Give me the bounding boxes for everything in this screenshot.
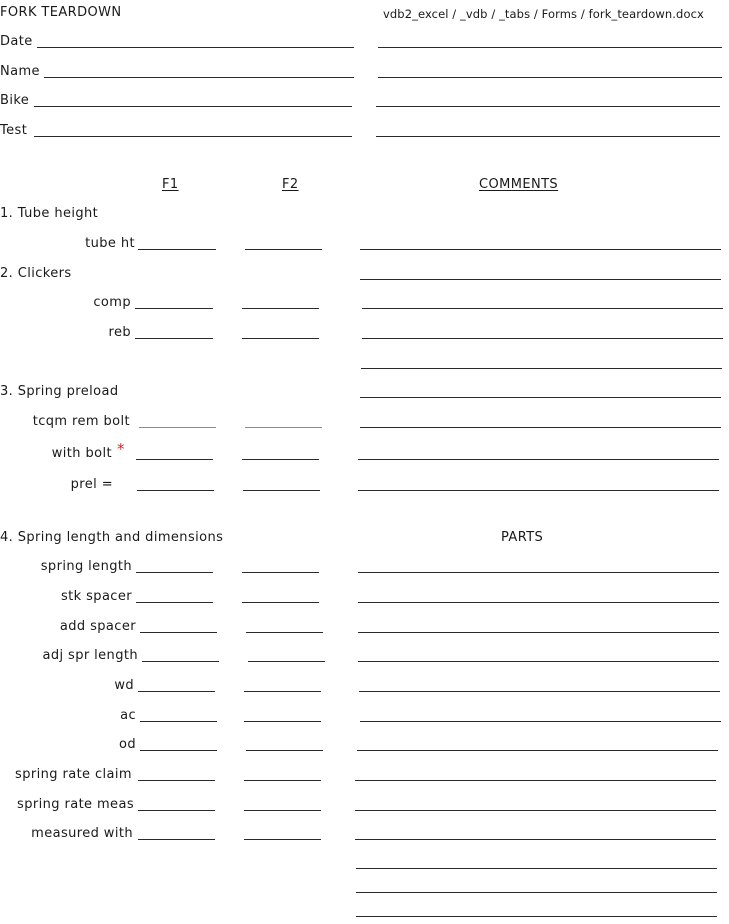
test-label: Test <box>0 123 28 138</box>
parts-line[interactable] <box>356 892 717 893</box>
parts-line[interactable] <box>360 721 721 722</box>
f2-header: F2 <box>282 177 299 192</box>
date-label: Date <box>0 34 33 49</box>
spring-rate-claim-label: spring rate claim <box>15 767 132 782</box>
comp-f1-field[interactable] <box>135 308 213 309</box>
comment-line[interactable] <box>360 249 721 250</box>
date-extra-field[interactable] <box>378 47 722 48</box>
tube-ht-f1-field[interactable] <box>138 249 216 250</box>
ac-label: ac <box>120 708 136 723</box>
od-f2-field[interactable] <box>246 750 323 751</box>
comment-line[interactable] <box>358 490 719 491</box>
parts-line[interactable] <box>355 810 716 811</box>
spring-rate-claim-f1-field[interactable] <box>138 780 215 781</box>
spring-length-f1-field[interactable] <box>136 572 213 573</box>
bike-extra-field[interactable] <box>376 106 720 107</box>
adj-spr-length-f1-field[interactable] <box>142 661 219 662</box>
od-f1-field[interactable] <box>140 750 217 751</box>
bike-field[interactable] <box>34 106 352 107</box>
prel-f2-field[interactable] <box>243 490 320 491</box>
test-extra-field[interactable] <box>376 136 720 137</box>
add-spacer-f2-field[interactable] <box>246 632 323 633</box>
with-bolt-f1-field[interactable] <box>136 459 213 460</box>
reb-f1-field[interactable] <box>135 338 213 339</box>
tcqm-rem-bolt-label: tcqm rem bolt <box>32 414 130 429</box>
name-field[interactable] <box>44 77 354 78</box>
reb-label: reb <box>108 325 131 340</box>
measured-with-f2-field[interactable] <box>244 839 321 840</box>
tcqm-rem-bolt-f2-field[interactable] <box>245 427 322 428</box>
comment-line[interactable] <box>362 308 723 309</box>
spring-rate-meas-label: spring rate meas <box>17 797 134 812</box>
comments-header: COMMENTS <box>479 177 559 192</box>
test-field[interactable] <box>34 136 352 137</box>
spring-rate-claim-f2-field[interactable] <box>244 780 321 781</box>
add-spacer-f1-field[interactable] <box>140 632 217 633</box>
stk-spacer-f2-field[interactable] <box>242 602 319 603</box>
comp-label: comp <box>93 295 131 310</box>
section-spring-length: 4. Spring length and dimensions <box>0 530 224 545</box>
add-spacer-label: add spacer <box>59 619 136 634</box>
parts-line[interactable] <box>358 602 719 603</box>
spring-length-f2-field[interactable] <box>242 572 319 573</box>
parts-line[interactable] <box>355 780 716 781</box>
section-tube-height: 1. Tube height <box>0 206 99 221</box>
section-clickers: 2. Clickers <box>0 266 72 281</box>
comment-line[interactable] <box>360 427 721 428</box>
spring-rate-meas-f1-field[interactable] <box>138 810 215 811</box>
parts-header: PARTS <box>501 530 544 545</box>
spring-length-label: spring length <box>40 559 132 574</box>
stk-spacer-f1-field[interactable] <box>136 602 213 603</box>
parts-line[interactable] <box>358 661 719 662</box>
wd-label: wd <box>114 678 134 693</box>
with-bolt-f2-field[interactable] <box>242 459 319 460</box>
parts-line[interactable] <box>358 632 719 633</box>
section-spring-preload: 3. Spring preload <box>0 384 119 399</box>
with-bolt-label: with bolt <box>51 446 112 461</box>
comment-line[interactable] <box>360 279 721 280</box>
ac-f1-field[interactable] <box>140 721 217 722</box>
wd-f2-field[interactable] <box>244 691 321 692</box>
reb-f2-field[interactable] <box>242 338 319 339</box>
prel-label: prel = <box>70 477 113 492</box>
measured-with-f1-field[interactable] <box>138 839 215 840</box>
parts-line[interactable] <box>358 572 719 573</box>
parts-line[interactable] <box>359 691 720 692</box>
comment-line[interactable] <box>360 397 721 398</box>
spring-rate-meas-f2-field[interactable] <box>244 810 321 811</box>
tube-ht-label: tube ht <box>85 236 135 251</box>
parts-line[interactable] <box>357 750 718 751</box>
parts-line[interactable] <box>355 839 716 840</box>
comment-line[interactable] <box>358 459 719 460</box>
measured-with-label: measured with <box>31 826 133 841</box>
tcqm-rem-bolt-f1-field[interactable] <box>139 427 216 428</box>
form-title: FORK TEARDOWN <box>0 5 122 20</box>
ac-f2-field[interactable] <box>244 721 321 722</box>
f1-header: F1 <box>162 177 179 192</box>
prel-f1-field[interactable] <box>137 490 214 491</box>
wd-f1-field[interactable] <box>138 691 215 692</box>
comp-f2-field[interactable] <box>242 308 319 309</box>
adj-spr-length-f2-field[interactable] <box>248 661 325 662</box>
file-path: vdb2_excel / _vdb / _tabs / Forms / fork_teardown.docx <box>383 7 704 21</box>
comment-line[interactable] <box>362 338 723 339</box>
stk-spacer-label: stk spacer <box>60 589 132 604</box>
parts-line[interactable] <box>356 868 717 869</box>
name-label: Name <box>0 64 40 79</box>
name-extra-field[interactable] <box>378 77 722 78</box>
comment-line[interactable] <box>361 368 722 369</box>
date-field[interactable] <box>37 47 354 48</box>
tube-ht-f2-field[interactable] <box>245 249 322 250</box>
bike-label: Bike <box>0 93 30 108</box>
parts-line[interactable] <box>356 916 717 917</box>
required-asterisk: * <box>117 440 125 458</box>
od-label: od <box>118 737 136 752</box>
adj-spr-length-label: adj spr length <box>42 648 138 663</box>
